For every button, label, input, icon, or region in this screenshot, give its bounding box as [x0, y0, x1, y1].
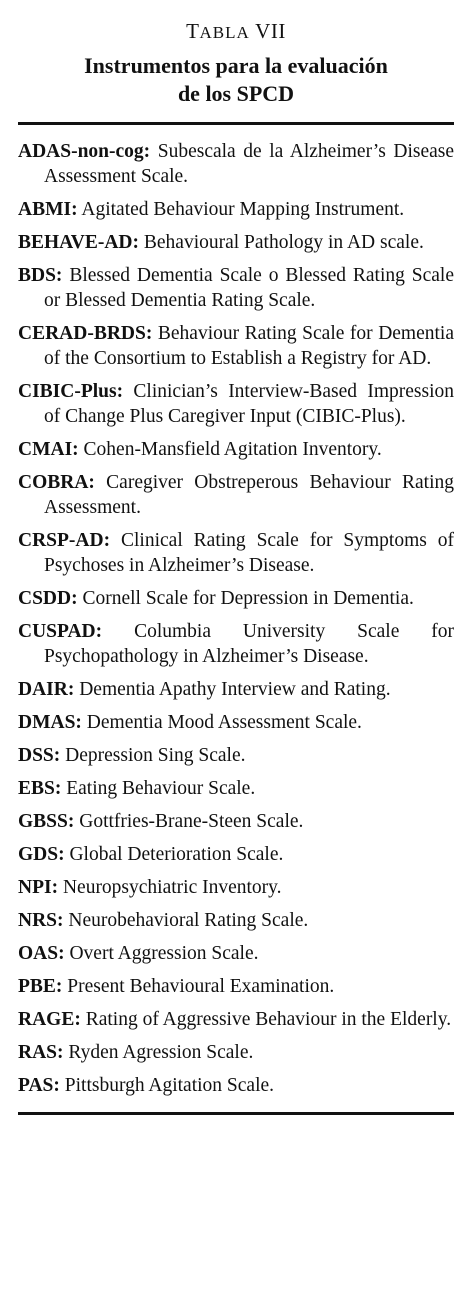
- list-item: [18, 809, 454, 834]
- definition: Gottfries-Brane-Steen Scale.: [79, 811, 304, 832]
- table-title-line-2: de los SPCD: [177, 81, 295, 106]
- list-item: [18, 586, 454, 611]
- list-item: [18, 842, 454, 867]
- list-item: [18, 379, 454, 429]
- definition: Cornell Scale for Depression in Dementia.: [82, 588, 414, 609]
- abbreviation: CERAD-BRDS:: [18, 323, 153, 344]
- abbreviation: CIBIC-Plus:: [18, 381, 124, 402]
- list-item: [18, 875, 454, 900]
- table-label: [18, 0, 454, 46]
- definition: Depression Sing Scale.: [65, 745, 246, 766]
- definition: Present Behavioural Examination.: [67, 976, 335, 997]
- list-item: [18, 941, 454, 966]
- abbreviation: RAS:: [18, 1042, 64, 1063]
- list-item: [18, 619, 454, 669]
- definition: Blessed Dementia Scale o Blessed Rating Scale or Blessed Dementia Rating Scale.: [44, 265, 454, 311]
- abbreviation: DSS:: [18, 745, 61, 766]
- abbreviation: ADAS-non-cog:: [18, 141, 151, 162]
- table-title: [18, 52, 454, 108]
- list-item: [18, 139, 454, 189]
- table-title-line-1: Instrumentos para la evaluación: [84, 53, 388, 78]
- list-item: [18, 908, 454, 933]
- abbreviation: OAS:: [18, 943, 65, 964]
- abbreviation: BEHAVE-AD:: [18, 232, 139, 253]
- definition: Rating of Aggressive Behaviour in the Elderly.: [85, 1009, 452, 1030]
- abbreviation: PBE:: [18, 976, 63, 997]
- abbreviation: CRSP-AD:: [18, 530, 111, 551]
- abbreviation: PAS:: [18, 1075, 60, 1096]
- abbreviation: CUSPAD:: [18, 621, 103, 642]
- definition: Agitated Behaviour Mapping Instrument.: [81, 199, 405, 220]
- list-item: [18, 1007, 454, 1032]
- list-item: [18, 776, 454, 801]
- table-number: VII: [255, 19, 286, 43]
- definition: Pittsburgh Agitation Scale.: [64, 1075, 275, 1096]
- definition: Cohen-Mansfield Agitation Inventory.: [83, 439, 382, 460]
- list-item: [18, 743, 454, 768]
- list-item: [18, 974, 454, 999]
- abbreviation: NRS:: [18, 910, 64, 931]
- definition: Dementia Apathy Interview and Rating.: [79, 679, 391, 700]
- definition: Behaviour Rating Scale for Dementia of the Consortium to Establish a Registry for AD.: [44, 323, 454, 369]
- abbreviation: NPI:: [18, 877, 59, 898]
- definition: Ryden Agression Scale.: [68, 1042, 254, 1063]
- abbreviation: COBRA:: [18, 472, 95, 493]
- definition: Eating Behaviour Scale.: [66, 778, 256, 799]
- abbreviation: DMAS:: [18, 712, 82, 733]
- definition: Caregiver Obstreperous Behaviour Rating Assessment.: [44, 472, 454, 518]
- list-item: [18, 677, 454, 702]
- list-item: [18, 1040, 454, 1065]
- abbreviation: CSDD:: [18, 588, 78, 609]
- definition: Neuropsychiatric Inventory.: [62, 877, 282, 898]
- definition: Neurobehavioral Rating Scale.: [68, 910, 309, 931]
- table-label-word: ABLA: [199, 23, 250, 42]
- list-item: [18, 230, 454, 255]
- abbreviation: BDS:: [18, 265, 63, 286]
- definition: Dementia Mood Assessment Scale.: [86, 712, 362, 733]
- abbreviation: ABMI:: [18, 199, 78, 220]
- list-item: [18, 710, 454, 735]
- definition: Global Deterioration Scale.: [69, 844, 284, 865]
- abbreviation: GDS:: [18, 844, 65, 865]
- definition: Subescala de la Alzheimer’s Disease Assessment Scale.: [44, 141, 454, 187]
- list-item: [18, 1073, 454, 1098]
- abbreviation: EBS:: [18, 778, 62, 799]
- bottom-rule: [18, 1112, 454, 1115]
- list-item: [18, 197, 454, 222]
- definition: Clinical Rating Scale for Symptoms of Psychoses in Alzheimer’s Disease.: [44, 530, 454, 576]
- abbreviation: GBSS:: [18, 811, 75, 832]
- definition: Behavioural Pathology in AD scale.: [143, 232, 424, 253]
- abbreviation-list: [18, 125, 454, 1098]
- list-item: [18, 321, 454, 371]
- definition: Columbia University Scale for Psychopathology in Alzheimer’s Disease.: [44, 621, 455, 667]
- definition: Clinician’s Interview-Based Impression of Change Plus Caregiver Input (CIBIC-Plus).: [44, 381, 455, 427]
- abbreviation: CMAI:: [18, 439, 79, 460]
- abbreviation: RAGE:: [18, 1009, 81, 1030]
- list-item: [18, 263, 454, 313]
- list-item: [18, 470, 454, 520]
- abbreviation: DAIR:: [18, 679, 75, 700]
- list-item: [18, 528, 454, 578]
- table-label-initial: T: [186, 19, 200, 43]
- definition: Overt Aggression Scale.: [69, 943, 259, 964]
- list-item: [18, 437, 454, 462]
